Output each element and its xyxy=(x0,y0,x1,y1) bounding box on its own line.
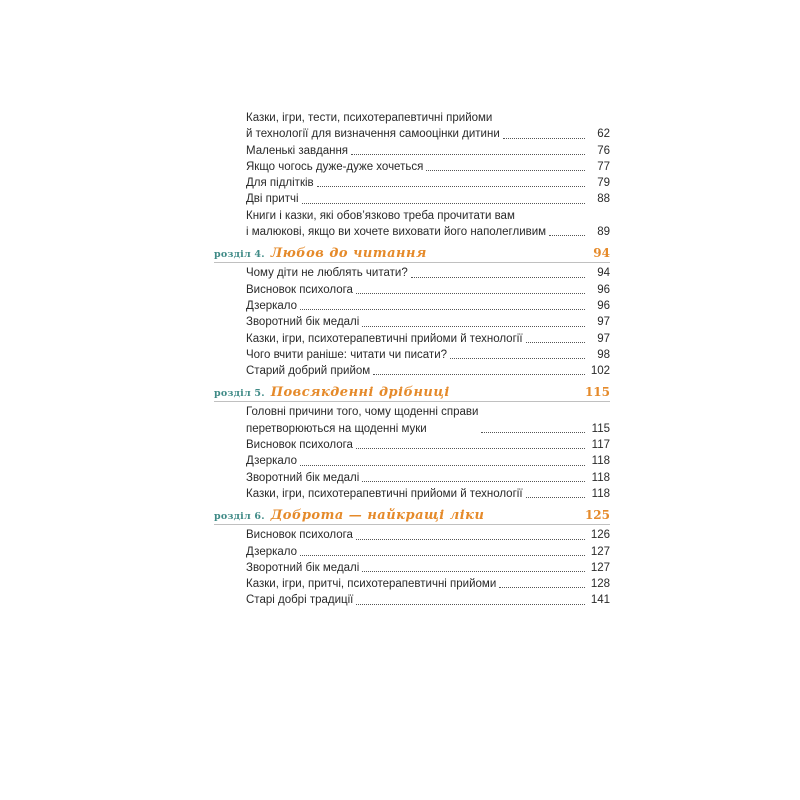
entry-title: Книги і казки, які обов’язково треба прочитати вам і малюкові, якщо ви хочете виховати його наполегливим xyxy=(246,209,547,239)
entry-page: 76 xyxy=(597,144,610,157)
dot-leader xyxy=(356,604,585,605)
toc-entry xyxy=(246,143,610,159)
entry-title: Висновок психолога xyxy=(246,283,353,296)
toc-entry xyxy=(246,110,610,143)
dot-leader xyxy=(362,326,585,327)
entry-title: Маленькі завдання xyxy=(246,144,349,157)
toc-entry xyxy=(246,437,610,453)
dot-leader xyxy=(300,465,585,466)
entry-title: Старі добрі традиції xyxy=(246,594,354,607)
dot-leader xyxy=(450,358,585,359)
dot-leader xyxy=(411,277,585,278)
entry-page: 98 xyxy=(597,348,610,361)
entry-page: 128 xyxy=(590,578,610,591)
dot-leader xyxy=(526,342,585,343)
toc-entry xyxy=(246,486,610,502)
entry-title: Казки, ігри, психотерапевтичні прийоми й технології xyxy=(246,332,523,345)
toc-entry xyxy=(246,592,610,608)
dot-leader xyxy=(356,539,585,540)
chapter-heading xyxy=(214,246,610,263)
entry-title: Казки, ігри, психотерапевтичні прийоми й технології xyxy=(246,487,523,500)
entry-page: 77 xyxy=(597,160,610,173)
chapter-title: Любов до читання xyxy=(270,246,427,262)
dot-leader xyxy=(373,374,585,375)
dot-leader xyxy=(426,170,585,171)
toc-entry xyxy=(246,331,610,347)
entry-title: Дзеркало xyxy=(246,455,298,468)
dot-leader xyxy=(526,497,585,498)
entry-page: 126 xyxy=(590,529,610,542)
chapter-entries xyxy=(214,527,610,608)
toc-entry xyxy=(246,347,610,363)
entry-title: Зворотний бік медалі xyxy=(246,316,360,329)
chapter-label: розділ 4. xyxy=(214,249,265,261)
entry-title: Дзеркало xyxy=(246,545,298,558)
dot-leader xyxy=(300,555,585,556)
chapter-6 xyxy=(214,508,610,608)
entry-title: Казки, ігри, притчі, психотерапевтичні прийоми xyxy=(246,578,497,591)
dot-leader xyxy=(549,235,585,236)
dot-leader xyxy=(362,481,585,482)
entry-title: Зворотний бік медалі xyxy=(246,561,360,574)
chapter-heading xyxy=(214,508,610,525)
toc-entry xyxy=(246,265,610,281)
dot-leader xyxy=(362,571,585,572)
entry-page: 89 xyxy=(597,226,610,239)
table-of-contents xyxy=(214,110,610,609)
entry-title: Чого вчити раніше: читати чи писати? xyxy=(246,348,448,361)
entry-title: Для підлітків xyxy=(246,177,314,190)
entry-title: Чому діти не люблять читати? xyxy=(246,267,408,280)
toc-entry xyxy=(246,470,610,486)
entry-page: 97 xyxy=(597,316,610,329)
chapter-label: розділ 5. xyxy=(214,388,265,400)
entry-page: 127 xyxy=(590,561,610,574)
entry-title: Головні причини того, чому щоденні справи перетворюються на щоденні муки xyxy=(246,406,479,435)
chapter-page: 94 xyxy=(593,246,610,261)
chapter-title: Повсякденні дрібниці xyxy=(270,385,450,401)
toc-entry xyxy=(246,282,610,298)
toc-entry xyxy=(246,404,610,437)
toc-entry xyxy=(246,208,610,241)
dot-leader xyxy=(481,432,585,433)
entry-page: 118 xyxy=(591,455,610,468)
dot-leader xyxy=(302,203,585,204)
dot-leader xyxy=(317,186,585,187)
chapter-title: Доброта — найкращі ліки xyxy=(270,508,485,524)
entry-page: 127 xyxy=(590,545,610,558)
chapter-page: 125 xyxy=(584,508,610,523)
dot-leader xyxy=(351,154,585,155)
entry-title: Старий добрий прийом xyxy=(246,365,371,378)
dot-leader xyxy=(356,448,585,449)
toc-entry xyxy=(246,527,610,543)
toc-entry xyxy=(246,363,610,379)
chapter-entries xyxy=(214,404,610,502)
chapter-page: 115 xyxy=(584,385,610,400)
entry-page: 79 xyxy=(597,177,610,190)
entry-page: 94 xyxy=(597,267,610,280)
toc-entry xyxy=(246,314,610,330)
entry-page: 118 xyxy=(591,471,610,484)
entry-title: Дві притчі xyxy=(246,193,299,206)
entry-page: 96 xyxy=(597,299,610,312)
intro-entries xyxy=(214,110,610,240)
chapter-label: розділ 6. xyxy=(214,511,265,523)
toc-entry xyxy=(246,544,610,560)
chapter-5 xyxy=(214,385,610,502)
entry-page: 62 xyxy=(597,128,610,141)
entry-page: 141 xyxy=(590,594,610,607)
entry-title: Дзеркало xyxy=(246,299,298,312)
entry-title: Висновок психолога xyxy=(246,529,353,542)
dot-leader xyxy=(356,293,585,294)
toc-entry xyxy=(246,175,610,191)
entry-page: 97 xyxy=(597,332,610,345)
dot-leader xyxy=(300,309,585,310)
entry-title: Якщо чогось дуже-дуже хочеться xyxy=(246,160,424,173)
entry-title: Зворотний бік медалі xyxy=(246,471,360,484)
entry-page: 102 xyxy=(590,365,610,378)
entry-title: Висновок психолога xyxy=(246,439,353,452)
toc-entry xyxy=(246,191,610,207)
chapter-heading xyxy=(214,385,610,402)
chapter-4 xyxy=(214,246,610,379)
toc-entry xyxy=(246,453,610,469)
entry-page: 88 xyxy=(597,193,610,206)
entry-title: Казки, ігри, тести, психотерапевтичні прийоми й технології для визначення самооцінки дитини xyxy=(246,112,500,141)
toc-entry xyxy=(246,159,610,175)
entry-page: 117 xyxy=(591,439,610,452)
dot-leader xyxy=(499,587,585,588)
toc-entry xyxy=(246,298,610,314)
entry-page: 115 xyxy=(591,422,610,435)
chapter-entries xyxy=(214,265,610,379)
toc-entry xyxy=(246,576,610,592)
entry-page: 118 xyxy=(591,487,610,500)
toc-entry xyxy=(246,560,610,576)
entry-page: 96 xyxy=(597,283,610,296)
dot-leader xyxy=(503,138,585,139)
